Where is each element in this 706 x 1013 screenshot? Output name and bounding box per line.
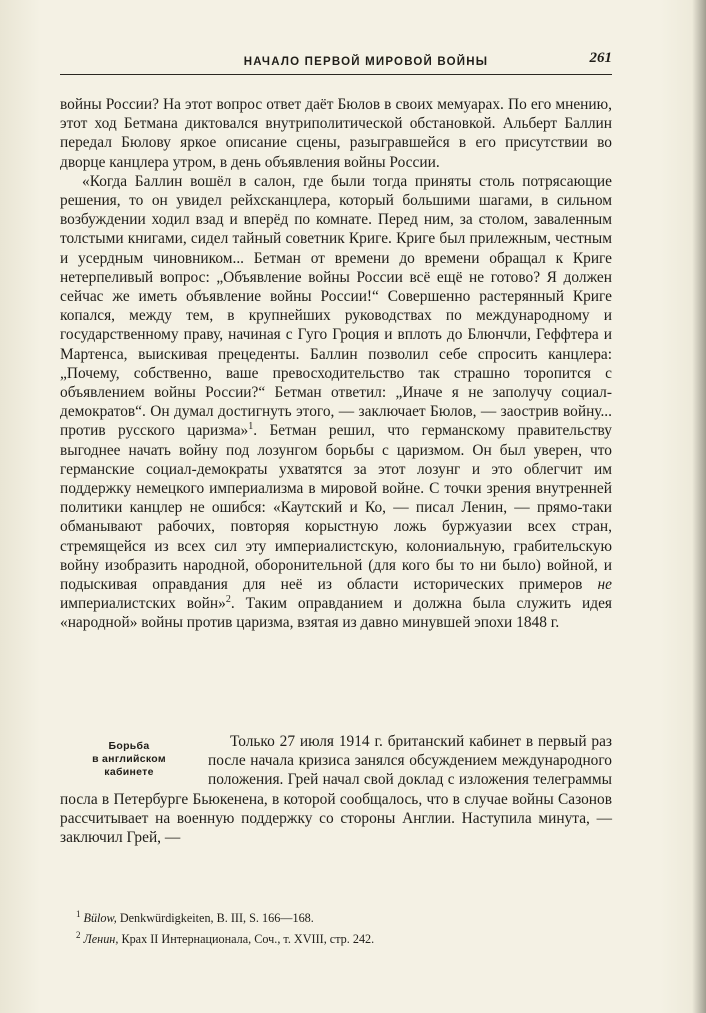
paragraph-1: войны России? На этот вопрос ответ даёт Бюлов в своих мемуарах. По его мнению, этот ход Бетмана диктовался внутриполитической обстановкой. Альберт Баллин передал Бюлову яркое описание сцены, разыгравшейся в его присутствии во дворце канцлера утром, в день объявления войны России. xyxy=(60,96,612,171)
footnote-1-number: 1 xyxy=(76,909,81,919)
page-number: 261 xyxy=(589,50,612,66)
footnote-1-text: Denkwürdigkeiten, B. III, S. 166—168. xyxy=(119,911,314,926)
footnote-1 xyxy=(60,906,612,927)
paragraph-2-cont: Бетман решил, что германскому правительству выгоднее начать войну под лозунгом борьбы с царизмом. Он был уверен, что германские социал-демократы ухватятся за этот лозунг и это облегчит им поддержку немецкого империализма в мировой войне. С точки зрения внутренней политики канцлер не ошибся: «Каутский и Ко, — писал Ленин, — прямо-таки обманывают рабочих, повторяя корыстную ложь буржуазии всех стран, стремящейся из всех сил эту империалистскую, колониальную, грабительскую войну изобразить народной, оборонительной (для кого бы то ни было) войной, и подыскивая оправдания для неё из области исторических примеров xyxy=(60,422,612,594)
britain-section xyxy=(60,732,612,847)
margin-heading-line-1: Борьба xyxy=(108,740,150,752)
page-binding-shadow xyxy=(692,0,706,1013)
running-head: НАЧАЛО ПЕРВОЙ МИРОВОЙ ВОЙНЫ xyxy=(243,56,489,68)
footnote-ref-1[interactable]: 1 xyxy=(248,421,254,433)
emphasis-ne: не xyxy=(597,576,612,594)
footnote-ref-2[interactable]: 2 xyxy=(225,594,231,606)
footnote-2-number: 2 xyxy=(76,930,81,941)
paragraph-2: «Когда Баллин вошёл в салон, где были тогда приняты столь потрясающие решения, то он увидел рейхсканцлера, который большими шагами, в сильном возбуждении ходил взад и вперёд по комнате. Перед ним, за столом, заваленным толстыми книгами, сидел тайный советник Криге. Криге был прилежным, честным и усердным чиновником... Бетман от времени до времени обращал к Криге нетерпеливый вопрос: „Объявление войны России всё ещё не готово? Я должен сейчас же иметь объявление войны России!“ Совершенно растерянный Криге копался, между тем, в крупнейших руководствах по международному и государственному праву, начиная с Гуго Гроция и вплоть до Блюнчли, Геффтера и Мартенса, выискивая прецеденты. Баллин позволил себе спросить канцлера: „Почему, собственно, ваше превосходительство так страшно торопится с объявлением войны России?“ Бетман ответил: „Иначе я не заполучу социал-демократов“. Он думал достигнуть этого, — заключает Бюлов, — заострив войну... против русского царизма»$^1$. Бетман решил, что германскому правительству выгоднее начать войну под лозунгом борьбы с царизмом. Он был уверен, что германские социал-демократы ухватятся за этот лозунг и это облегчит им поддержку немецкого империализма в мировой войне. С точки зрения внутренней политики канцлер не ошибся: «Каутский и Ко, — писал Ленин, — прямо-таки обманывают рабочих, повторяя корыстную ложь буржуазии всех стран, стремящейся из всех сил эту империалистскую, колониальную, грабительскую войну изобразить народной, оборонительной (для кого бы то ни было) войной, и подыскивая оправдания для неё из области исторических примеров не империалистских войн»$^2$. Таким оправданием и должна была служить идея «народной» войны против царизма, взятая из давно минувшей эпохи 1848 г. xyxy=(60,172,613,632)
paragraph-britain: Только 27 июля 1914 г. британский кабинет в первый раз после начала кризиса занялся обсуждением международного положения. Грей начал свой доклад с изложения телеграммы посла в Петербурге Бьюкенена, в которой сообщалось, что в случае войны Сазонов рассчитывает на военную поддержку со стороны Англии. Наступила минута, — заключил Грей, — xyxy=(60,733,612,847)
margin-heading-line-3: кабинете xyxy=(104,766,154,778)
paragraph-2-end: Таким оправданием и должна была служить идея «народной» войны против царизма, взятая из давно минувшей эпохи 1848 г. xyxy=(60,595,613,632)
quote-buelow: «Когда Баллин вошёл в салон, где были тогда приняты столь потрясающие решения, то он увидел рейхсканцлера, который большими шагами, в сильном возбуждении ходил взад и вперёд по комнате. Перед ним, за столом, заваленным толстыми книгами, сидел тайный советник Криге. Криге был прилежным, честным и усердным чиновником... Бетман от времени до времени обращал к Криге нетерпеливый вопрос: „Объявление войны России всё ещё не готово? Я должен сейчас же иметь объявление войны России!“ Совершенно растерянный Криге копался, между тем, в крупнейших руководствах по международному и государственному праву, начиная с Гуго Гроция и вплоть до Блюнчли, Геффтера и Мартенса, выискивая прецеденты. Баллин позволил себе спросить канцлера: „Почему, собственно, ваше превосходительство так страшно торопится с объявлением войны России?“ Бетман ответил: „Иначе я не заполучу социал-демократов“. Он думал достигнуть этого, — заключает Бюлов, — заострив войну... против русского царизма» xyxy=(60,172,612,440)
footnote-2-text: Крах II Интернационала, Соч., т. XVIII, стр. 242. xyxy=(121,932,375,947)
margin-heading xyxy=(60,740,198,779)
footnote-2-author: Ленин, xyxy=(83,932,119,947)
main-text xyxy=(60,95,612,633)
footnote-2 xyxy=(60,927,612,948)
page-header xyxy=(60,48,612,75)
footnote-1-author: Bülow, xyxy=(83,911,117,926)
footnotes xyxy=(60,906,612,948)
paragraph-2-tail: империалистских войн» xyxy=(60,595,226,613)
margin-heading-line-2: в английском xyxy=(92,753,166,765)
